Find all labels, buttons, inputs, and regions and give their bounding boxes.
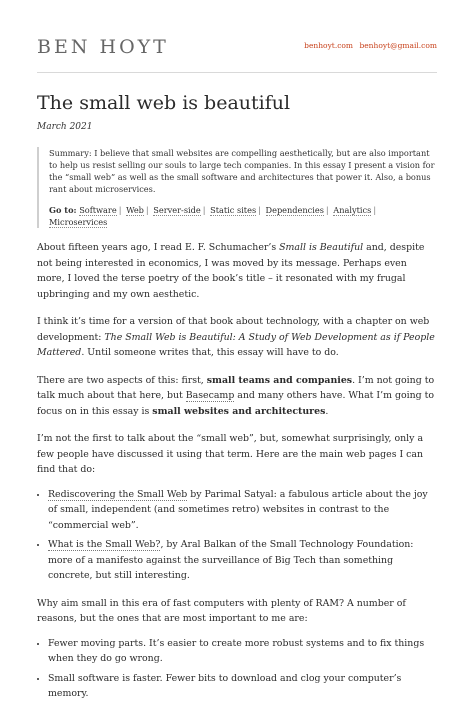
text: , by Aral Balkan of the Small Technology Foundation: more of a manifesto against the surveillance of Big Tech than something concrete, but still interesting.: [48, 539, 414, 581]
article-title: The small web is beautiful: [37, 92, 291, 114]
article-body: [37, 240, 437, 702]
toc-link-analytics[interactable]: Analytics: [333, 205, 372, 215]
list-item: • Fewer moving parts. It’s easier to create more robust systems and to fix things when they do go wrong.: [48, 636, 437, 667]
paragraph: [37, 314, 437, 361]
text: by Parimal Satyal: a fabulous article about the joy of small, independent (and sometimes retro) websites in contrast to the “commercial web”.: [48, 488, 428, 531]
article: [37, 92, 437, 706]
list-item: [48, 487, 437, 534]
book-title: The Small Web is Beautiful: A Study of Web Development as if People Mattered: [37, 331, 435, 358]
text: There are two aspects of this: first,: [37, 374, 207, 386]
site-name-link[interactable]: BEN HOYT: [37, 36, 169, 58]
toc-separator: |: [373, 205, 377, 215]
article-date: March 2021: [37, 122, 93, 132]
toc-separator: |: [325, 205, 329, 215]
summary-text: Summary: I believe that small websites are compelling aesthetically, but are also important to help us resist selling our souls to large tech companies. In this essay I present a vision for the “small web” as well as the small software and architectures that power it. Also, a bonus rant about microservices.: [49, 148, 435, 194]
reasons-list: [37, 636, 437, 702]
paragraph: [37, 373, 437, 420]
email-link[interactable]: benhoyt@gmail.com: [359, 41, 437, 50]
paragraph: I’m not the first to talk about the “small web”, but, somewhat surprisingly, only a few people have discussed it using that term. Here are the main web pages I can find that do:: [37, 433, 424, 475]
toc-link-microservices[interactable]: Microservices: [49, 217, 108, 227]
toc-link-software[interactable]: Software: [79, 205, 117, 215]
text: I think it’s time for a version of that book about technology, with a chapter on web development:: [37, 316, 430, 343]
summary-box: [37, 147, 437, 228]
toc-label: Go to:: [49, 205, 77, 215]
emphasis: small websites and architectures: [152, 405, 326, 417]
text: .: [325, 405, 329, 417]
list-item: • Small software is faster. Fewer bits to download and clog your computer’s memory.: [48, 671, 437, 702]
paragraph: [37, 240, 437, 302]
homepage-link[interactable]: benhoyt.com: [304, 41, 354, 50]
toc-link-server-side[interactable]: Server-side: [153, 205, 201, 215]
paragraph: Why aim small in this era of fast computers with plenty of RAM? A number of reasons, but the ones that are most important to me are:: [37, 597, 406, 624]
what-is-small-web-link[interactable]: What is the Small Web?: [48, 539, 161, 550]
site-header: [37, 36, 437, 73]
toc-separator: |: [118, 205, 122, 215]
basecamp-link[interactable]: Basecamp: [185, 390, 235, 401]
toc-link-dependencies[interactable]: Dependencies: [265, 205, 324, 215]
toc-separator: |: [202, 205, 206, 215]
toc-separator: |: [258, 205, 261, 215]
toc-link-web[interactable]: Web: [126, 205, 144, 215]
toc: [49, 204, 437, 228]
text: . Until someone writes that, this essay will have to do.: [81, 347, 339, 358]
text: . I’m not going to talk much about that here, but: [37, 374, 435, 401]
book-title: Small is Beautiful: [279, 242, 364, 253]
header-links: [300, 41, 437, 50]
small-web-links-list: [37, 487, 437, 584]
text: About fifteen years ago, I read E. F. Schumacher’s: [37, 242, 280, 253]
rediscovering-small-web-link[interactable]: Rediscovering the Small Web: [48, 488, 188, 500]
list-item: [48, 537, 437, 584]
toc-separator: |: [145, 205, 149, 215]
toc-link-static-sites[interactable]: Static sites: [210, 205, 257, 215]
text: and many others have. What I’m going to focus on in this essay is: [37, 390, 435, 417]
text: and, despite not being interested in economics, I was moved by its message. Perhaps even more, I loved the terse poetry of the book’s title – it resonated with my frugal upbringing and my own aesthetic.: [37, 242, 425, 300]
emphasis: small teams and companies: [206, 374, 353, 386]
